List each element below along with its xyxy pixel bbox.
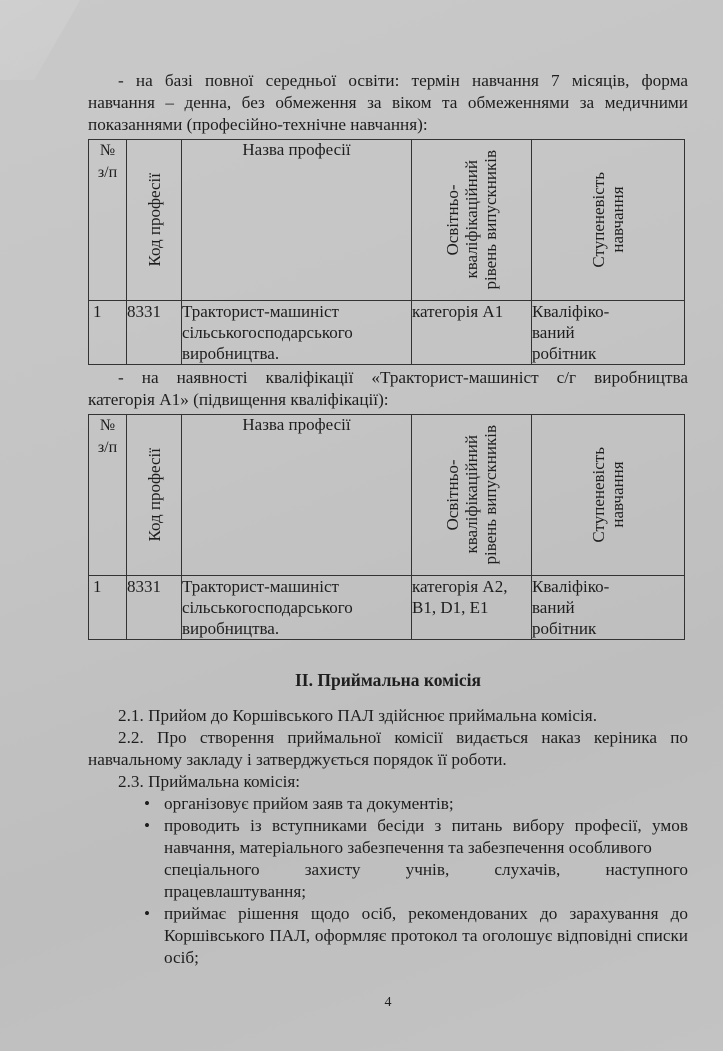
cell-code: 8331 (127, 301, 182, 365)
header-level-l3: рівень випускників (481, 425, 500, 565)
section-heading: ІІ. Приймальна комісія (294, 670, 481, 690)
header-code-text: Код професії (144, 448, 164, 542)
header-level-l2: кваліфікаційний (462, 435, 481, 555)
cell-level-l1: категорія А2, (412, 577, 508, 596)
cell-name-l3: виробництва. (182, 619, 280, 638)
cell-degree (532, 576, 685, 640)
header-degree-l1: Ступеневість (589, 447, 608, 543)
header-degree (532, 140, 685, 301)
paper-fold-shadow (0, 0, 86, 80)
clause-2-3-text: 2.3. Приймальна комісія: (118, 772, 301, 791)
profession-table-2 (88, 414, 685, 640)
cell-degree (532, 301, 685, 365)
cell-name-l2: сільськогосподарського (182, 598, 353, 617)
header-level-l1: Освітньо- (443, 459, 462, 531)
clause-2-3 (88, 771, 688, 793)
list-item-text: організовує прийом заяв та документів; (164, 794, 454, 813)
header-level-l2: кваліфікаційний (462, 160, 481, 280)
cell-name-l3: виробництва. (182, 344, 280, 363)
list-item-text: приймає рішення щодо осіб, рекомендованих до зарахування до Коршівського ПАЛ, оформляє протокол та оголошує відповідні списки осіб; (164, 904, 688, 967)
cell-level (412, 301, 532, 365)
header-num-abbr: з/п (97, 439, 118, 456)
header-level-l1: Освітньо- (443, 184, 462, 256)
header-num (89, 415, 127, 576)
cell-num: 1 (89, 576, 127, 640)
commission-duties-list (88, 793, 688, 969)
cell-name-l1: Тракторист-машиніст (182, 302, 339, 321)
header-level (412, 140, 532, 301)
header-code (127, 415, 182, 576)
list-item-text-spread: спеціального захисту учнів, слухачів, наступного (164, 860, 688, 879)
header-num-sign: № (99, 142, 116, 159)
header-degree-l1: Ступеневість (589, 172, 608, 268)
bullet-icon: • (144, 816, 151, 835)
cell-level (412, 576, 532, 640)
clause-2-1 (88, 705, 688, 727)
cell-degree-l3: робітник (532, 619, 597, 638)
cell-degree-l1: Кваліфіко- (532, 577, 610, 596)
cell-name-l1: Тракторист-машиніст (182, 577, 339, 596)
header-code-text: Код професії (144, 173, 164, 267)
clause-2-2-line2: навчальному закладу і затверджується порядок її роботи. (88, 750, 507, 769)
intro-paragraph-2-line1 (88, 367, 688, 389)
cell-degree-l3: робітник (532, 344, 597, 363)
intro-paragraph-1-rest: навчання – денна, без обмеження за віком та обмеженнями за медичними показаннями (професійно-технічне навчання): (88, 93, 688, 134)
cell-degree-l2: ваний (532, 598, 575, 617)
header-num-sign: № (99, 417, 116, 434)
profession-table-1 (88, 139, 685, 365)
header-num-abbr: з/п (97, 164, 118, 181)
intro2-text: - на наявності кваліфікації «Тракторист-машиніст с/г виробництва (118, 368, 688, 387)
cell-num: 1 (89, 301, 127, 365)
list-item (144, 793, 688, 815)
cell-level-l2: В1, D1, Е1 (412, 598, 489, 617)
document-page (88, 0, 688, 1051)
list-item (144, 903, 688, 969)
header-name: Назва професії (182, 140, 412, 301)
cell-name (182, 301, 412, 365)
header-degree (532, 415, 685, 576)
list-item (144, 815, 688, 903)
header-code (127, 140, 182, 301)
cell-code: 8331 (127, 576, 182, 640)
header-degree-l2: навчання (608, 186, 627, 254)
clause-2-2-text: 2.2. Про створення приймальної комісії видається наказ керіника по (118, 728, 688, 747)
clause-2-1-text: 2.1. Прийом до Коршівського ПАЛ здійснює приймальна комісія. (118, 706, 598, 725)
list-item-text-end: працевлаштування; (164, 882, 307, 901)
header-name: Назва професії (182, 415, 412, 576)
cell-degree-l1: Кваліфіко- (532, 302, 610, 321)
header-degree-l2: навчання (608, 461, 627, 529)
table-header-row (89, 415, 685, 576)
cell-degree-l2: ваний (532, 323, 575, 342)
page-number: 4 (384, 995, 392, 1010)
table-row (89, 576, 685, 640)
header-level-l3: рівень випускників (481, 150, 500, 290)
header-level (412, 415, 532, 576)
cell-level-l1: категорія А1 (412, 302, 504, 321)
intro-paragraph-1-line1 (88, 70, 688, 92)
table-row (89, 301, 685, 365)
cell-name-l2: сільськогосподарського (182, 323, 353, 342)
bullet-icon: • (144, 904, 151, 923)
header-num (89, 140, 127, 301)
intro-text: - на базі повної середньої освіти: термін навчання 7 місяців, форма (118, 71, 688, 90)
bullet-icon: • (144, 794, 151, 813)
intro-paragraph-2-line2: категорія А1» (підвищення кваліфікації): (88, 390, 389, 409)
clause-2-2-line1 (88, 727, 688, 749)
table-header-row (89, 140, 685, 301)
cell-name (182, 576, 412, 640)
list-item-text: проводить із вступниками бесіди з питань вибору професії, умов навчання, матеріального забезпечення та забезпечення особливого (164, 816, 688, 857)
